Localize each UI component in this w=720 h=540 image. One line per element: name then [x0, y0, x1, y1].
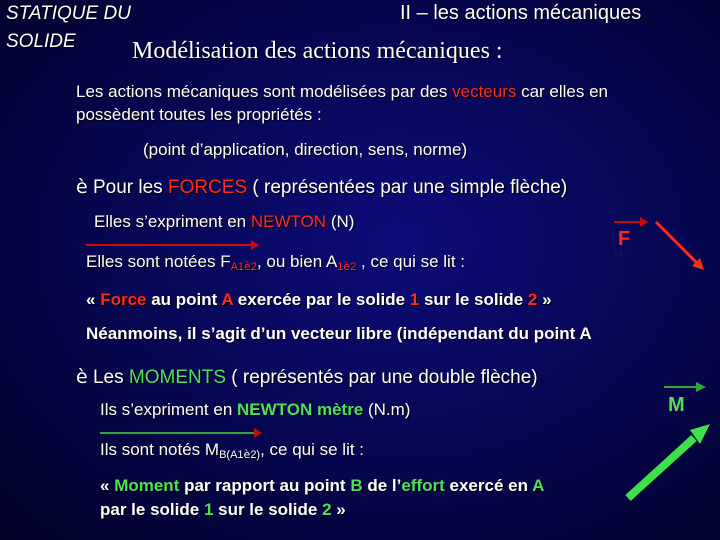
notation-text: , ce qui se lit : [356, 252, 465, 271]
section-title: II – les actions mécaniques [400, 2, 642, 24]
reading-text: par le solide [100, 500, 204, 519]
force-label-arrow-icon [614, 217, 648, 227]
reading-text: par rapport au point [179, 476, 351, 495]
reading-text: exercée par le solide [233, 290, 410, 309]
forces-heading-text: ( représentées par une simple flèche) [247, 177, 568, 198]
moment-label-arrow-icon [664, 382, 706, 392]
notation-subscript: B(A1 [219, 449, 244, 461]
quote-close: » [537, 290, 552, 309]
keyword-solid-2: 2 [527, 290, 538, 309]
reading-text: sur le solide [419, 290, 528, 309]
notation-text: , ce qui se lit : [260, 440, 365, 459]
keyword-solid-1: 1 [409, 290, 420, 309]
notation-subscript: A1 [230, 261, 245, 273]
keyword-solid-1: 1 [203, 500, 214, 519]
forces-unit-text: Elles s’expriment en [94, 212, 251, 231]
properties-list: (point d’application, direction, sens, norme) [143, 140, 468, 159]
intro-text: car elles en [516, 82, 609, 101]
notation-subscript: 2 [250, 261, 257, 273]
keyword-point-b: B [350, 476, 363, 495]
moment-label: M [668, 394, 685, 416]
bullet-arrow-icon: è [76, 176, 88, 198]
bullet-arrow-icon: è [76, 366, 88, 388]
notation-subscript: 2 [350, 261, 357, 273]
keyword-point-a: A [532, 476, 545, 495]
keyword-solid-2: 2 [322, 500, 332, 519]
keyword-moment: Moment [114, 476, 180, 495]
deck-title: STATIQUE DU [6, 3, 131, 24]
notation-subscript: 1 [337, 261, 344, 273]
moments-heading-text: ( représentés par une double flèche) [226, 367, 538, 388]
quote-open: « [86, 290, 101, 309]
deck-subtitle: SOLIDE [6, 31, 76, 52]
slide-title: Modélisation des actions mécaniques : [132, 38, 503, 64]
forces-unit-text: (N) [326, 212, 355, 231]
moments-heading-text: Les [87, 367, 129, 388]
keyword-forces: FORCES [167, 177, 248, 198]
notation-text: , ou bien A [256, 252, 338, 271]
keyword-moments: MOMENTS [128, 367, 227, 388]
notation-subscript: 2) [250, 449, 261, 461]
keyword-newton-metre: NEWTON mètre [237, 400, 364, 419]
quote-close: » [331, 500, 346, 519]
force-arrow-icon [656, 222, 704, 270]
moment-arrow-icon [628, 424, 710, 498]
notation-arrow-icon: è [243, 448, 251, 461]
keyword-vecteurs: vecteurs [452, 82, 517, 101]
free-vector-note: Néanmoins, il s’agit d’un vecteur libre (indépendant du point A [86, 324, 592, 343]
keyword-effort: effort [401, 476, 445, 495]
notation-text: Ils sont notés M [100, 440, 220, 459]
reading-text: au point [146, 290, 222, 309]
reading-text: de l’ [362, 476, 402, 495]
force-label: F [618, 228, 631, 250]
keyword-point-a: A [221, 290, 234, 309]
intro-text: Les actions mécaniques sont modélisées par des [76, 82, 453, 101]
moments-unit-text: (N.m) [363, 400, 411, 419]
notation-arrow-icon: è [343, 260, 351, 273]
reading-text: exercé en [444, 476, 533, 495]
notation-text: Elles sont notées F [86, 252, 231, 271]
notation-arrow-icon: è [244, 260, 251, 273]
reading-text: sur le solide [213, 500, 323, 519]
quote-open: « [100, 476, 115, 495]
forces-heading-text: Pour les [87, 177, 168, 198]
keyword-force: Force [100, 290, 147, 309]
intro-line-2: possèdent toutes les propriétés : [76, 105, 322, 124]
moments-unit-text: Ils s’expriment en [100, 400, 237, 419]
keyword-newton: NEWTON [250, 212, 327, 231]
